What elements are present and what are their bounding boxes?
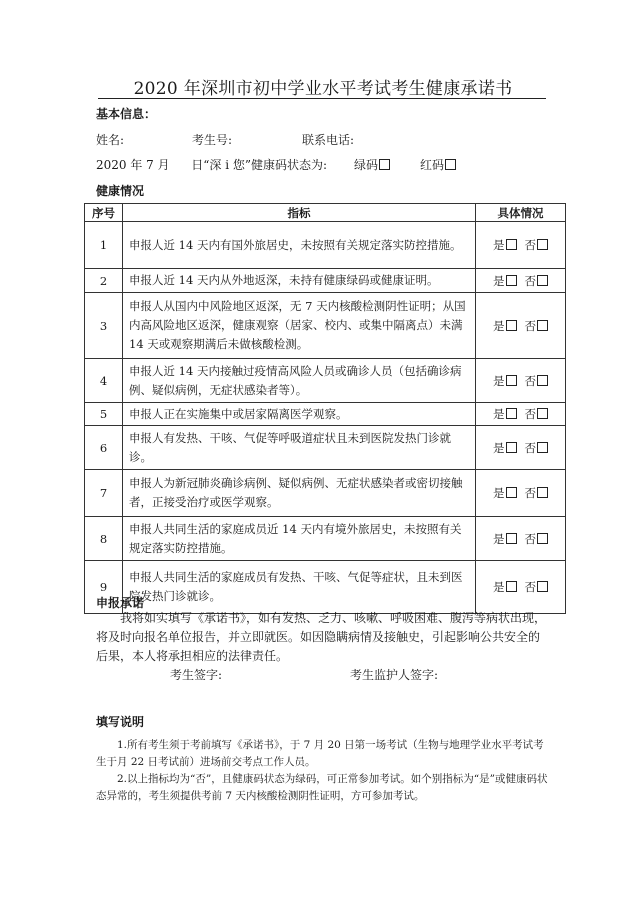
date-line bbox=[96, 156, 327, 173]
row-indicator: 申报人有发热、干咳、气促等呼吸道症状且未到医院发热门诊就诊。 bbox=[123, 426, 476, 470]
row-indicator: 申报人共同生活的家庭成员有发热、干咳、气促等症状，且未到医院发热门诊就诊。 bbox=[123, 561, 476, 614]
row-answer[interactable]: 是 否 bbox=[476, 470, 566, 517]
yes-checkbox-icon[interactable] bbox=[506, 375, 517, 386]
red-code-option[interactable] bbox=[420, 156, 456, 173]
pledge-text: 我将如实填写《承诺书》，如有发热、乏力、咳嗽、呼吸困难、腹泻等病状出现，将及时向报名单位报告，并立即就医。如因隐瞒病情及接触史，引起影响公共安全的后果，本人将承担相应的法律责任。 bbox=[96, 611, 547, 663]
yes-checkbox-icon[interactable] bbox=[506, 239, 517, 250]
health-heading: 健康情况 bbox=[96, 184, 145, 198]
instruction-item: 2.以上指标均为“否”，且健康码状态为绿码，可正常参加考试。如个别指标为“是”或健康码状态异常的，考生须提供考前 7 天内核酸检测阴性证明，方可参加考试。 bbox=[96, 773, 548, 802]
table-row bbox=[85, 561, 566, 614]
row-indicator: 申报人近 14 天内接触过疫情高风险人员或确诊人员（包括确诊病例、疑似病例，无症状感染者等）。 bbox=[123, 359, 476, 403]
row-indicator: 申报人近 14 天内有国外旅居史，未按照有关规定落实防控措施。 bbox=[123, 222, 476, 269]
basic-info-heading: 基本信息： bbox=[96, 107, 157, 121]
yes-checkbox-icon[interactable] bbox=[506, 320, 517, 331]
no-checkbox-icon[interactable] bbox=[537, 533, 548, 544]
no-checkbox-icon[interactable] bbox=[537, 375, 548, 386]
yes-checkbox-icon[interactable] bbox=[506, 581, 517, 592]
table-row bbox=[85, 269, 566, 293]
green-code-option[interactable] bbox=[354, 156, 390, 173]
col-header-no: 序号 bbox=[85, 204, 123, 222]
col-header-indicator: 指标 bbox=[123, 204, 476, 222]
pledge-heading: 申报承诺 bbox=[96, 596, 145, 610]
table-row bbox=[85, 517, 566, 561]
yes-checkbox-icon[interactable] bbox=[506, 408, 517, 419]
yes-checkbox-icon[interactable] bbox=[506, 275, 517, 286]
row-number: 4 bbox=[85, 359, 123, 403]
table-row bbox=[85, 403, 566, 426]
name-label: 姓名: bbox=[96, 133, 125, 147]
row-indicator: 申报人共同生活的家庭成员近 14 天内有境外旅居史，未按照有关规定落实防控措施。 bbox=[123, 517, 476, 561]
row-answer[interactable]: 是 否 bbox=[476, 359, 566, 403]
yes-checkbox-icon[interactable] bbox=[506, 442, 517, 453]
table-row bbox=[85, 359, 566, 403]
table-row bbox=[85, 293, 566, 359]
exam-id-label: 考生号: bbox=[192, 133, 233, 147]
row-number: 3 bbox=[85, 293, 123, 359]
row-answer[interactable]: 是 否 bbox=[476, 269, 566, 293]
col-header-detail: 具体情况 bbox=[476, 204, 566, 222]
row-indicator: 申报人从国内中风险地区返深，无 7 天内核酸检测阴性证明；从国内高风险地区返深，健康观察（居家、校内、或集中隔离点）未满 14 天或观察期满后未做核酸检测。 bbox=[123, 293, 476, 359]
date-suffix: 日“深 i 您”健康码状态为: bbox=[191, 158, 328, 172]
row-number: 9 bbox=[85, 561, 123, 614]
guardian-signature-label: 考生监护人签字: bbox=[350, 668, 439, 682]
title-underline bbox=[98, 98, 546, 99]
row-answer[interactable]: 是 否 bbox=[476, 403, 566, 426]
row-number: 6 bbox=[85, 426, 123, 470]
no-checkbox-icon[interactable] bbox=[537, 442, 548, 453]
row-number: 8 bbox=[85, 517, 123, 561]
no-checkbox-icon[interactable] bbox=[537, 275, 548, 286]
instruction-item: 1.所有考生须于考前填写《承诺书》，于 7 月 20 日第一场考试（生物与地理学业水平考试考生于月 22 日考试前）进场前交考点工作人员。 bbox=[96, 739, 544, 768]
red-code-label: 红码 bbox=[420, 158, 445, 172]
table-header-row bbox=[85, 204, 566, 222]
row-answer[interactable]: 是 否 bbox=[476, 222, 566, 269]
row-answer[interactable]: 是 否 bbox=[476, 517, 566, 561]
phone-label: 联系电话: bbox=[302, 133, 355, 147]
no-checkbox-icon[interactable] bbox=[537, 239, 548, 250]
row-answer[interactable]: 是 否 bbox=[476, 426, 566, 470]
row-number: 5 bbox=[85, 403, 123, 426]
yes-checkbox-icon[interactable] bbox=[506, 487, 517, 498]
health-table bbox=[84, 203, 566, 614]
row-number: 2 bbox=[85, 269, 123, 293]
row-indicator: 申报人为新冠肺炎确诊病例、疑似病例、无症状感染者或密切接触者，正接受治疗或医学观察。 bbox=[123, 470, 476, 517]
row-number: 7 bbox=[85, 470, 123, 517]
student-signature-label: 考生签字: bbox=[170, 668, 223, 682]
row-number: 1 bbox=[85, 222, 123, 269]
table-row bbox=[85, 222, 566, 269]
page-title: 2020 年深圳市初中学业水平考试考生健康承诺书 bbox=[133, 79, 513, 99]
no-checkbox-icon[interactable] bbox=[537, 581, 548, 592]
date-prefix: 2020 年 7 月 bbox=[96, 158, 170, 172]
no-checkbox-icon[interactable] bbox=[537, 320, 548, 331]
table-row bbox=[85, 426, 566, 470]
no-checkbox-icon[interactable] bbox=[537, 408, 548, 419]
checkbox-icon[interactable] bbox=[379, 159, 390, 170]
row-answer[interactable]: 是 否 bbox=[476, 293, 566, 359]
checkbox-icon[interactable] bbox=[445, 159, 456, 170]
row-answer[interactable]: 是 否 bbox=[476, 561, 566, 614]
yes-checkbox-icon[interactable] bbox=[506, 533, 517, 544]
table-row bbox=[85, 470, 566, 517]
no-checkbox-icon[interactable] bbox=[537, 487, 548, 498]
green-code-label: 绿码 bbox=[354, 158, 379, 172]
row-indicator: 申报人近 14 天内从外地返深，未持有健康绿码或健康证明。 bbox=[123, 269, 476, 293]
row-indicator: 申报人正在实施集中或居家隔离医学观察。 bbox=[123, 403, 476, 426]
instructions-heading: 填写说明 bbox=[96, 715, 145, 729]
